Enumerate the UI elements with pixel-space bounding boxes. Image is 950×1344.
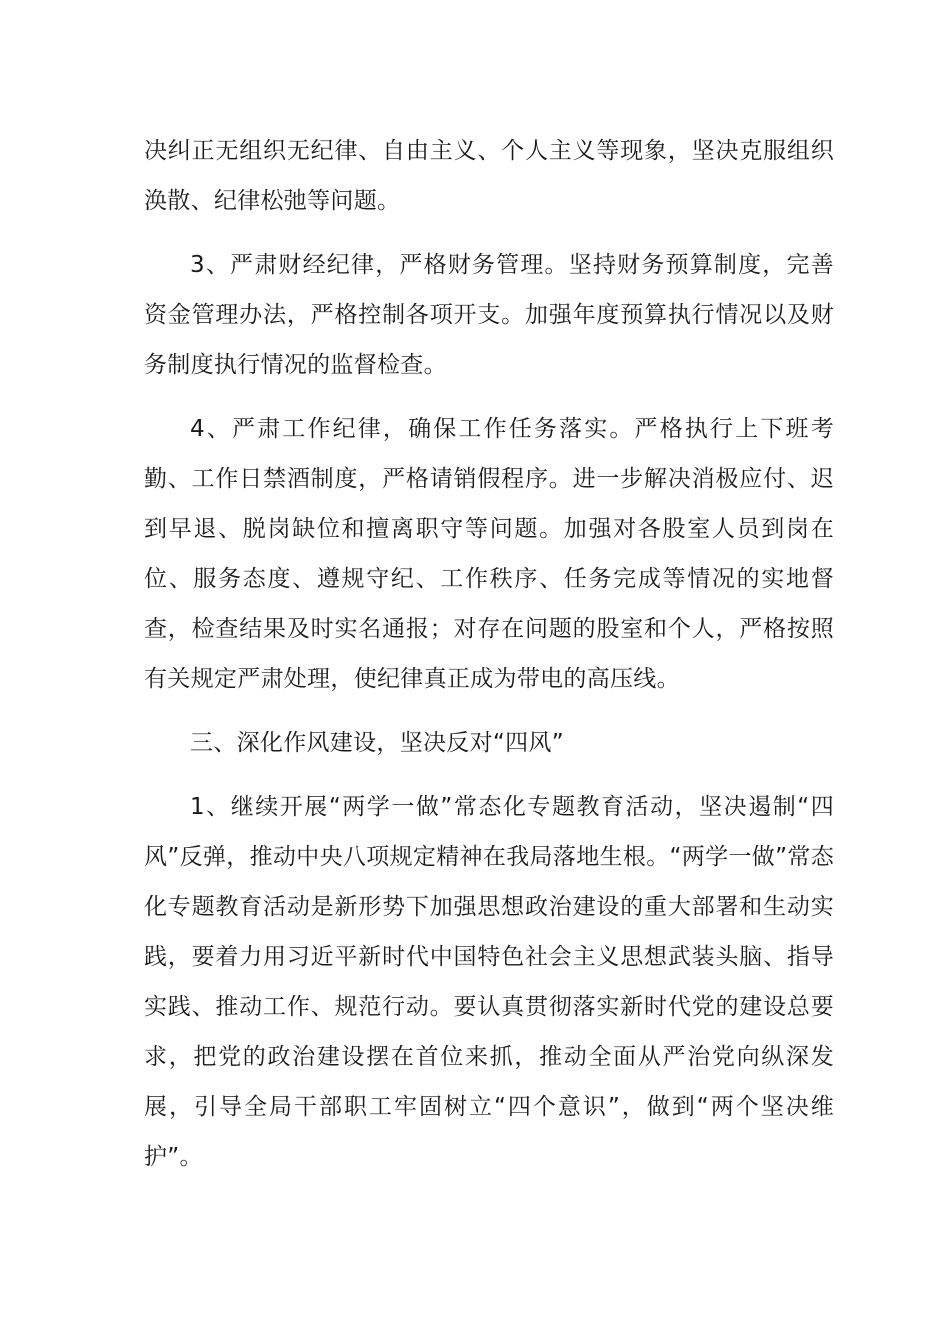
document-body (144, 126, 834, 1196)
paragraph-financial-discipline: 3、严肃财经纪律，严格财务管理。坚持财务预算制度，完善资金管理办法，严格控制各项开支。加强年度预算执行情况以及财务制度执行情况的监督检查。 (144, 252, 834, 378)
paragraph-work-discipline: 4、严肃工作纪律，确保工作任务落实。严格执行上下班考勤、工作日禁酒制度，严格请销假程序。进一步解决消极应付、迟到早退、脱岗缺位和擅离职守等问题。加强对各股室人员到岗在位、服务态度、遵规守纪、工作秩序、任务完成等情况的实地督查，检查结果及时实名通报；对存在问题的股室和个人，严格按照有关规定严肃处理，使纪律真正成为带电的高压线。 (144, 416, 834, 692)
section-heading-work-style: 三、深化作风建设，坚决反对“四风” (190, 730, 564, 756)
paragraph-two-studies: 1、继续开展“两学一做”常态化专题教育活动，坚决遏制“四风”反弹，推动中央八项规定精神在我局落地生根。“两学一做”常态化专题教育活动是新形势下加强思想政治建设的重大部署和生动实践，要着力用习近平新时代中国特色社会主义思想武装头脑、指导实践、推动工作、规范行动。要认真贯彻落实新时代党的建设总要求，把党的政治建设摆在首位来抓，推动全面从严治党向纵深发展，引导全局干部职工牢固树立“四个意识”，做到“两个坚决维护”。 (144, 794, 834, 1170)
paragraph-continuation: 决纠正无组织无纪律、自由主义、个人主义等现象，坚决克服组织涣散、纪律松弛等问题。 (144, 138, 834, 214)
